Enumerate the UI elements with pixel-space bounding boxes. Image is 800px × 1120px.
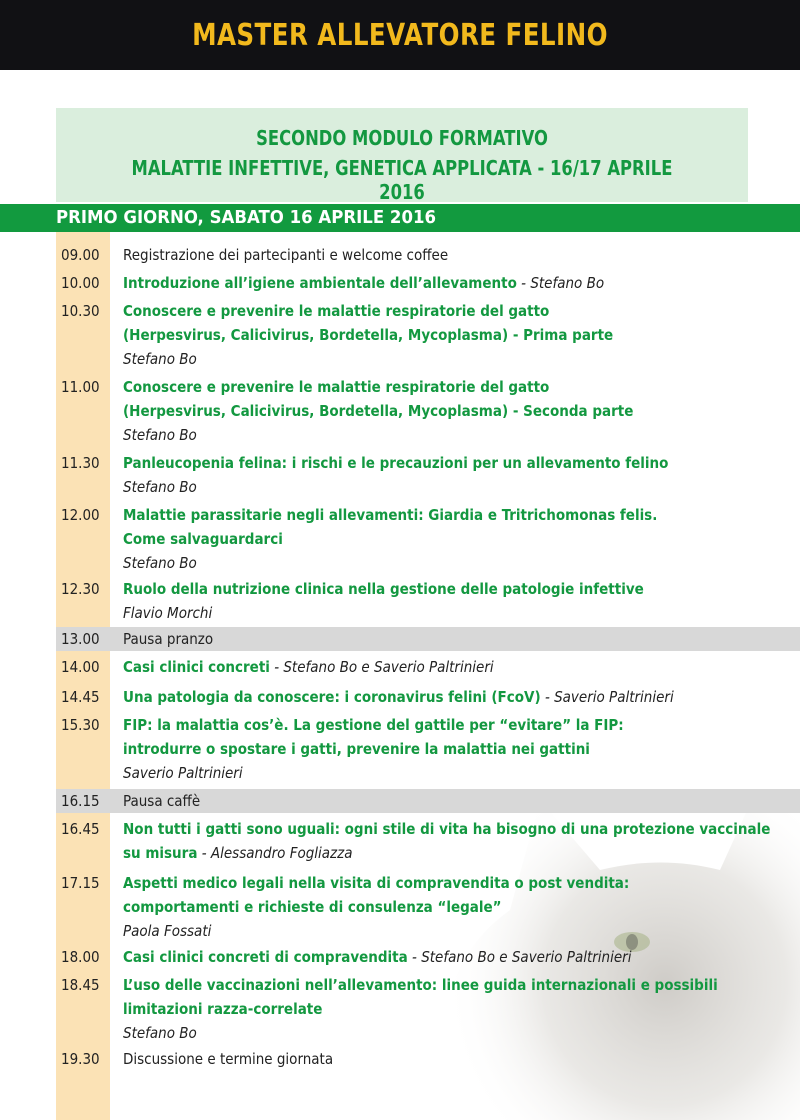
schedule-row bbox=[56, 503, 800, 575]
session-text: Discussione e termine giornata bbox=[123, 1050, 334, 1068]
session-title: FIP: la malattia cos’è. La gestione del gattile per “evitare” la FIP: bbox=[123, 716, 624, 734]
session-speaker: Saverio Paltrinieri bbox=[123, 764, 243, 782]
session-time: 14.45 bbox=[61, 688, 100, 706]
module-subtitle: MALATTIE INFETTIVE, GENETICA APPLICATA - 16/17 APRILE 2016 bbox=[131, 156, 673, 204]
session-time: 19.30 bbox=[61, 1050, 100, 1068]
session-speaker: Stefano Bo bbox=[123, 478, 197, 496]
session-time: 15.30 bbox=[61, 716, 100, 734]
schedule-row bbox=[56, 299, 800, 371]
session-title: introdurre o spostare i gatti, prevenire la malattia nei gattini bbox=[123, 740, 590, 758]
day-label: PRIMO GIORNO, SABATO 16 APRILE 2016 bbox=[56, 207, 437, 228]
module-title: SECONDO MODULO FORMATIVO bbox=[256, 126, 548, 150]
session-speaker: - Stefano Bo bbox=[516, 274, 605, 292]
session-title: Conoscere e prevenire le malattie respiratorie del gatto bbox=[123, 378, 550, 396]
session-speaker: Stefano Bo bbox=[123, 426, 197, 444]
session-title: (Herpesvirus, Calicivirus, Bordetella, Mycoplasma) - Prima parte bbox=[123, 326, 614, 344]
session-body bbox=[123, 685, 796, 709]
session-title: Malattie parassitarie negli allevamenti: Giardia e Tritrichomonas felis. bbox=[123, 506, 658, 524]
schedule-row bbox=[56, 817, 800, 865]
session-time: 18.00 bbox=[61, 948, 100, 966]
schedule-row bbox=[56, 871, 800, 943]
session-time: 16.45 bbox=[61, 820, 100, 838]
schedule-row bbox=[56, 243, 800, 267]
session-title: comportamenti e richieste di consulenza “legale” bbox=[123, 898, 502, 916]
session-title: (Herpesvirus, Calicivirus, Bordetella, Mycoplasma) - Seconda parte bbox=[123, 402, 634, 420]
schedule-row bbox=[56, 945, 800, 969]
session-speaker: - Stefano Bo e Saverio Paltrinieri bbox=[407, 948, 632, 966]
session-time: 10.00 bbox=[61, 274, 100, 292]
session-body bbox=[123, 451, 796, 499]
session-title: Conoscere e prevenire le malattie respiratorie del gatto bbox=[123, 302, 550, 320]
session-speaker: - Stefano Bo e Saverio Paltrinieri bbox=[269, 658, 494, 676]
session-title: L’uso delle vaccinazioni nell’allevamento: linee guida internazionali e possibili bbox=[123, 976, 718, 994]
session-title: Casi clinici concreti di compravendita bbox=[123, 948, 408, 966]
session-body bbox=[123, 577, 796, 625]
session-speaker: Stefano Bo bbox=[123, 1024, 197, 1042]
session-time: 13.00 bbox=[61, 630, 100, 648]
session-title: Non tutti i gatti sono uguali: ogni stile di vita ha bisogno di una protezione vaccinale bbox=[123, 820, 771, 838]
session-time: 11.00 bbox=[61, 378, 100, 396]
session-title: Come salvaguardarci bbox=[123, 530, 283, 548]
session-body bbox=[123, 973, 796, 1045]
session-time: 17.15 bbox=[61, 874, 100, 892]
session-body bbox=[123, 655, 796, 679]
session-title: limitazioni razza-correlate bbox=[123, 1000, 323, 1018]
session-time: 18.45 bbox=[61, 976, 100, 994]
session-speaker: Flavio Morchi bbox=[123, 604, 213, 622]
session-text: Pausa pranzo bbox=[123, 630, 214, 648]
session-body bbox=[123, 945, 796, 969]
session-title: Ruolo della nutrizione clinica nella gestione delle patologie infettive bbox=[123, 580, 644, 598]
schedule-row bbox=[56, 685, 800, 709]
session-body bbox=[123, 243, 796, 267]
header-bar bbox=[0, 0, 800, 70]
schedule-row bbox=[56, 451, 800, 499]
session-time: 16.15 bbox=[61, 792, 100, 810]
session-title: Introduzione all’igiene ambientale dell’allevamento bbox=[123, 274, 517, 292]
session-speaker: - Alessandro Fogliazza bbox=[197, 844, 353, 862]
schedule-row bbox=[56, 271, 800, 295]
session-body bbox=[123, 713, 796, 785]
break-row bbox=[56, 789, 800, 813]
session-body bbox=[123, 503, 796, 575]
session-title: Una patologia da conoscere: i coronavirus felini (FcoV) bbox=[123, 688, 541, 706]
session-time: 14.00 bbox=[61, 658, 100, 676]
session-time: 10.30 bbox=[61, 302, 100, 320]
session-time: 12.00 bbox=[61, 506, 100, 524]
session-speaker: Paola Fossati bbox=[123, 922, 212, 940]
session-time: 11.30 bbox=[61, 454, 100, 472]
session-body bbox=[123, 299, 796, 371]
session-speaker: Stefano Bo bbox=[123, 554, 197, 572]
session-title: Casi clinici concreti bbox=[123, 658, 270, 676]
session-body bbox=[123, 871, 796, 943]
module-box bbox=[56, 108, 748, 202]
session-text: Registrazione dei partecipanti e welcome coffee bbox=[123, 246, 449, 264]
session-title: su misura bbox=[123, 844, 198, 862]
session-body bbox=[123, 271, 796, 295]
session-speaker: Stefano Bo bbox=[123, 350, 197, 368]
schedule-row bbox=[56, 577, 800, 625]
session-body bbox=[123, 627, 796, 651]
page-title: MASTER ALLEVATORE FELINO bbox=[192, 18, 608, 53]
session-speaker: - Saverio Paltrinieri bbox=[540, 688, 674, 706]
day-bar bbox=[0, 204, 800, 232]
session-body bbox=[123, 789, 796, 813]
session-body bbox=[123, 375, 796, 447]
session-time: 09.00 bbox=[61, 246, 100, 264]
schedule-row bbox=[56, 1047, 800, 1071]
schedule-row bbox=[56, 713, 800, 785]
break-row bbox=[56, 627, 800, 651]
session-text: Pausa caffè bbox=[123, 792, 201, 810]
schedule-row bbox=[56, 973, 800, 1045]
session-body bbox=[123, 1047, 796, 1071]
session-title: Aspetti medico legali nella visita di compravendita o post vendita: bbox=[123, 874, 630, 892]
schedule-row bbox=[56, 375, 800, 447]
session-title: Panleucopenia felina: i rischi e le precauzioni per un allevamento felino bbox=[123, 454, 669, 472]
session-body bbox=[123, 817, 796, 865]
session-time: 12.30 bbox=[61, 580, 100, 598]
schedule-row bbox=[56, 655, 800, 679]
